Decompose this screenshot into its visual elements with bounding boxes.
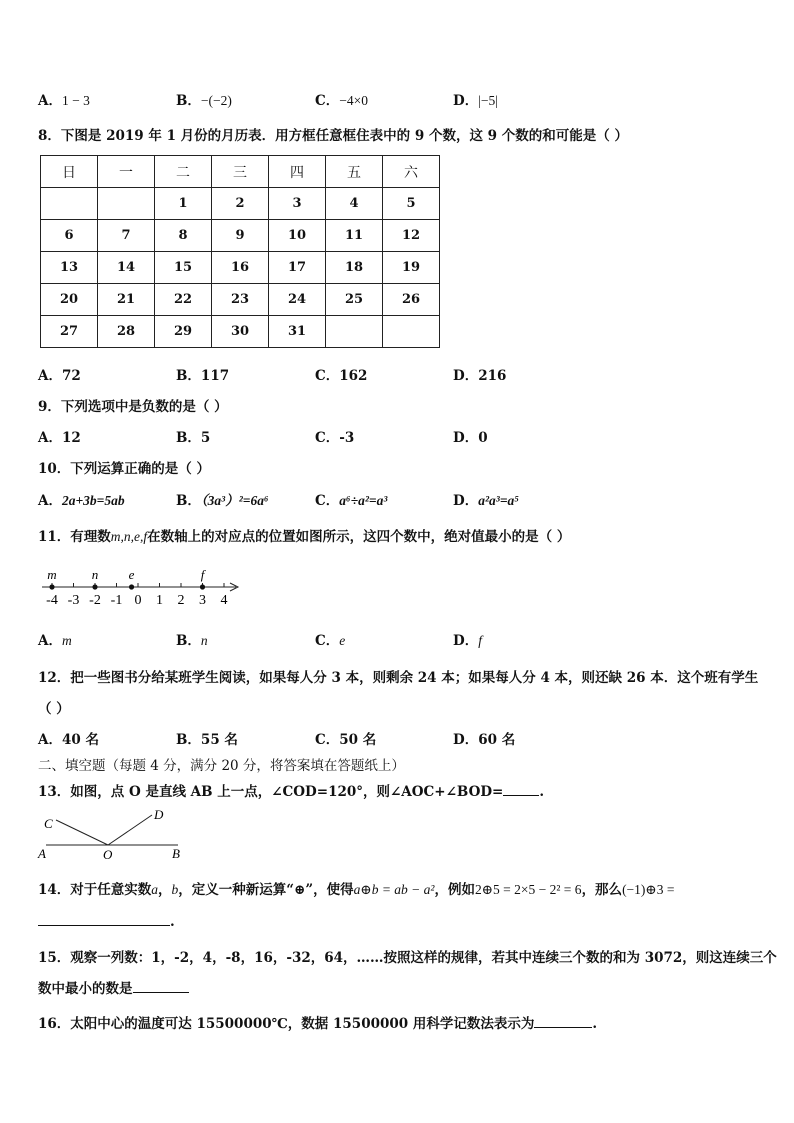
answer-blank [534,1027,592,1028]
calendar-cell: 11 [326,220,383,252]
calendar-header-cell: 五 [326,156,383,188]
option-letter: B． [176,493,201,509]
q14-end: . [170,914,175,930]
calendar-cell: 30 [212,316,269,348]
option-letter: A． [38,633,62,649]
calendar-header-cell: 一 [98,156,155,188]
tick-label: 2 [177,593,185,608]
label-c: C [44,816,53,831]
calendar-row [41,220,440,252]
option-text: 5 [200,430,211,446]
q12-option-b [176,728,238,748]
calendar-cell: 31 [269,316,326,348]
q14-stem-c: ，例如 [434,882,475,898]
point-m [49,584,54,589]
calendar-cell: 20 [41,284,98,316]
q7-option-a [38,89,90,109]
calendar-cell: 19 [383,252,440,284]
calendar-cell: 27 [41,316,98,348]
calendar-cell: 17 [269,252,326,284]
q16-stem [38,1012,597,1032]
calendar-row [41,252,440,284]
option-text: （3a³）²=6a⁶ [200,493,269,508]
option-letter: C． [315,633,340,649]
label-d: D [154,807,164,822]
q16-stem-text: 16．太阳中心的温度可达 15500000℃，数据 15500000 用科学记数法表示为 [38,1016,535,1032]
option-letter: B． [176,368,201,384]
option-letter: A． [38,368,62,384]
q15-stem-line2 [38,977,189,997]
q10-option-b [176,489,269,509]
q14-example: 2⊕5 = 2×5 − 2² = 6 [474,882,582,897]
calendar-cell: 21 [98,284,155,316]
tick-label: 3 [199,593,206,608]
calendar-header-cell: 三 [212,156,269,188]
q10-option-a [38,489,125,509]
q7-option-b [176,89,232,109]
calendar-table [40,155,440,348]
tick-label: -2 [89,593,101,608]
q15-stem-line1: 15．观察一列数：1，-2，4，-8，16，-32，64，……按照这样的规律，若其中连续三个数的和为 3072，则这连续三个 [38,950,777,966]
option-letter: D． [453,633,479,649]
option-text: |−5| [478,93,498,108]
q11-stem [38,525,570,545]
tick-label: 1 [156,593,163,608]
calendar-header-cell: 四 [269,156,326,188]
calendar-cell [383,316,440,348]
number-line-figure [38,562,248,612]
q8-stem: 8．下图是 2019 年 1 月份的月历表．用方框任意框住表中的 9 个数，这 9 个数的和可能是（ ） [38,128,628,144]
option-text: 162 [339,368,368,384]
calendar-cell: 5 [383,188,440,220]
q14-ask: (−1)⊕3 = [622,882,675,897]
option-letter: C． [315,368,340,384]
q10-stem: 10．下列运算正确的是（ ） [38,461,210,477]
q7-option-d [453,89,498,109]
point-label-n: n [91,567,99,582]
calendar-header-cell: 日 [41,156,98,188]
q9-option-a [38,426,81,446]
calendar-cell: 1 [155,188,212,220]
calendar-cell: 24 [269,284,326,316]
q8-option-b [176,364,229,384]
option-text: 2a+3b=5ab [61,493,125,508]
q16-end: . [592,1016,598,1032]
option-text: 0 [478,430,488,446]
calendar-header-row [41,156,440,188]
calendar-cell: 25 [326,284,383,316]
option-text: 117 [200,368,230,384]
q11-stem-b: 在数轴上的对应点的位置如图所示，这四个数中，绝对值最小的是（ ） [147,529,571,545]
q9-option-d [453,426,488,446]
q14-stem-b: ，定义一种新运算“⊕”，使得 [178,882,354,898]
calendar-row [41,316,440,348]
q11-option-c [315,629,345,649]
q12-stem-cont: （ ） [38,701,70,717]
q10-option-c [315,489,387,509]
option-letter: A． [38,430,62,446]
label-a: A [38,846,46,861]
calendar-cell: 10 [269,220,326,252]
calendar-cell: 8 [155,220,212,252]
point-label-f: f [200,567,205,582]
point-e [129,584,134,589]
tick-label: 0 [134,593,142,608]
option-text: a⁶÷a²=a³ [339,493,388,508]
option-text: 60 名 [478,732,516,748]
answer-blank [133,992,189,993]
option-letter: A． [38,732,62,748]
option-text: −(−2) [200,93,232,108]
q14-definition: a⊕b = ab − a² [353,882,435,897]
answer-blank [503,795,539,796]
number-line [42,567,238,608]
calendar-cell: 22 [155,284,212,316]
q15-stem-line2-text: 数中最小的数是 [38,981,133,997]
option-text: −4×0 [339,93,368,108]
ray-od [108,815,152,845]
calendar-cell [326,316,383,348]
calendar-cell: 15 [155,252,212,284]
option-text: 40 名 [61,732,99,748]
calendar-cell: 2 [212,188,269,220]
label-b: B [172,846,180,861]
q14-stem-a: 14．对于任意实数 [38,882,152,898]
option-text: n [200,633,208,648]
tick-label: -1 [110,593,123,608]
calendar-header-cell: 六 [383,156,440,188]
option-letter: B． [176,633,201,649]
q9-stem: 9．下列选项中是负数的是（ ） [38,399,228,415]
option-text: 55 名 [200,732,238,748]
tick-label: -3 [67,593,80,608]
calendar-cell [41,188,98,220]
tick-label: 4 [220,593,228,608]
q8-option-d [453,364,506,384]
q8-option-a [38,364,81,384]
calendar-cell: 28 [98,316,155,348]
option-letter: C． [315,493,340,509]
option-letter: C． [315,430,340,446]
option-letter: D． [453,93,479,109]
calendar-cell: 16 [212,252,269,284]
option-text: f [478,633,482,648]
option-text: -3 [339,430,355,446]
var-a: a [151,882,159,897]
ray-oc [56,820,108,845]
calendar-cell: 18 [326,252,383,284]
calendar-cell [98,188,155,220]
calendar-cell: 29 [155,316,212,348]
calendar-cell: 9 [212,220,269,252]
q12-option-a [38,728,99,748]
option-text: 1 − 3 [61,93,90,108]
q11-option-b [176,629,208,649]
calendar-cell: 7 [98,220,155,252]
option-letter: B． [176,430,201,446]
point-n [92,584,97,589]
calendar-cell: 26 [383,284,440,316]
option-letter: D． [453,493,479,509]
q12-option-c [315,728,376,748]
option-letter: A． [38,93,62,109]
tick-label: -4 [46,593,58,608]
option-letter: D． [453,732,479,748]
q11-stem-a: 11．有理数 [38,529,111,545]
option-letter: B． [176,93,201,109]
q10-option-d [453,489,519,509]
option-text: 216 [478,368,507,384]
label-o: O [103,847,113,861]
q14-sep: ， [158,882,172,898]
option-letter: A． [38,493,62,509]
option-text: 50 名 [339,732,377,748]
option-text: m [61,633,72,648]
calendar-row [41,284,440,316]
option-letter: D． [453,430,479,446]
q13-stem-end: . [539,784,545,800]
answer-blank [38,925,170,926]
q9-option-c [315,426,354,446]
q13-stem-text: 13．如图，点 O 是直线 AB 上一点，∠COD=120°，则∠AOC+∠BOD= [38,784,504,800]
q14-stem [38,878,674,898]
section-heading: 二、填空题（每题 4 分，满分 20 分，将答案填在答题纸上） [38,758,405,774]
calendar-cell: 4 [326,188,383,220]
calendar-cell: 12 [383,220,440,252]
calendar-header-cell: 二 [155,156,212,188]
option-letter: D． [453,368,479,384]
option-text: 72 [61,368,81,384]
option-letter: B． [176,732,201,748]
q12-stem: 12．把一些图书分给某班学生阅读，如果每人分 3 本，则剩余 24 本；如果每人分 4 本，则还缺 26 本．这个班有学生 [38,670,759,686]
calendar-cell: 23 [212,284,269,316]
q11-vars: m,n,e,f [110,529,148,544]
q12-option-d [453,728,515,748]
var-b: b [171,882,179,897]
calendar-cell: 13 [41,252,98,284]
point-label-e: e [128,567,135,582]
q14-stem-d: ，那么 [581,882,623,898]
q14-answer-line [38,914,175,930]
point-label-m: m [47,567,57,582]
point-f [200,584,205,589]
angle-figure [36,806,186,861]
calendar-cell: 3 [269,188,326,220]
q11-option-d [453,629,482,649]
q9-option-b [176,426,210,446]
q7-option-c [315,89,368,109]
q11-option-a [38,629,72,649]
q8-option-c [315,364,367,384]
option-letter: C． [315,93,340,109]
option-text: 12 [61,430,81,446]
option-text: a²a³=a⁵ [478,493,519,508]
calendar-cell: 14 [98,252,155,284]
option-text: e [339,633,346,648]
q13-stem [38,780,544,800]
calendar-cell: 6 [41,220,98,252]
calendar-row [41,188,440,220]
option-letter: C． [315,732,340,748]
